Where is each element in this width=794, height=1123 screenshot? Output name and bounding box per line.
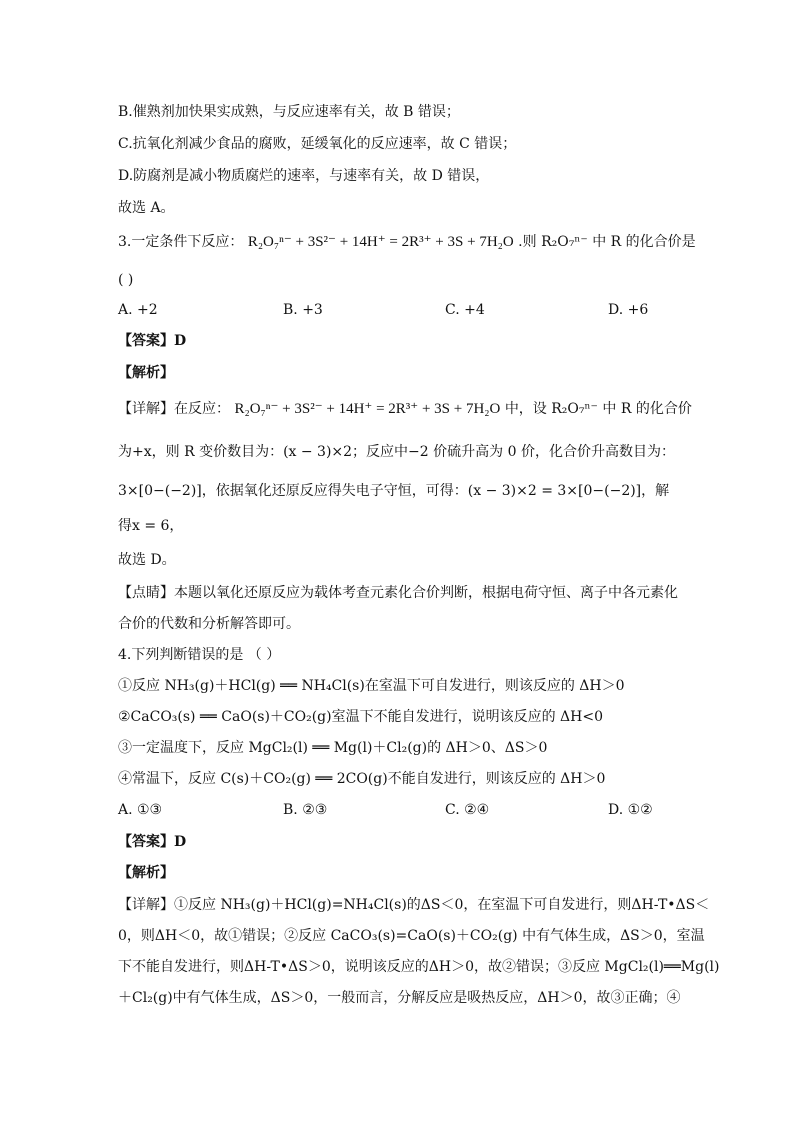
q3-analysis-label: 【解析】	[118, 365, 174, 381]
q4-detail-line-2: 0，则ΔH＜0，故①错误；②反应 CaCO₃(s)=CaO(s)＋CO₂(g) 中有气体生成，ΔS＞0，室温	[118, 928, 705, 944]
q3-detail-tail: 中，设 R₂O₇ⁿ⁻ 中 R 的化合价	[504, 401, 692, 417]
q4-analysis-label: 【解析】	[118, 865, 174, 881]
q3-option-c: C. +4	[445, 302, 485, 318]
q3-conclusion: 故选 D。	[118, 552, 176, 568]
q3-stem-lead: 3.一定条件下反应：	[118, 234, 244, 250]
q4-option-c: C. ②④	[445, 802, 490, 818]
q3-stem-equation: R₂O₇ⁿ⁻ + 3S²⁻ + 14H⁺ = 2R³⁺ + 3S + 7H₂O	[247, 234, 514, 250]
q3-answer: 【答案】D	[118, 333, 187, 349]
q4-detail-line-1: 【详解】①反应 NH₃(g)＋HCl(g)=NH₄Cl(s)的ΔS＜0，在室温下可自发进行，则ΔH-T•ΔS＜	[118, 897, 710, 913]
q3-paren: ( )	[118, 272, 134, 288]
q3-detail-line-2: 为+x，则 R 变价数目为：(x − 3)×2；反应中−2 价硫升高为 0 价，化合价升高数目为：	[118, 444, 675, 460]
q2-option-d-explanation: D.防腐剂是减小物质腐烂的速率，与速率有关，故 D 错误，	[118, 168, 490, 184]
q4-option-d: D. ①②	[608, 802, 653, 818]
q3-detail-line-3: 3×[0−(−2)]，依据氧化还原反应得失电子守恒，可得：(x − 3)×2 = 3×[0−(−2)]，解	[118, 483, 670, 499]
q3-detail-line-4: 得x = 6，	[118, 518, 184, 534]
q4-detail-line-3: 下不能自发进行，则ΔH-T•ΔS＞0，说明该反应的ΔH＞0，故②错误；③反应 MgCl₂(l)══Mg(l)	[118, 959, 720, 975]
q4-item-1: ①反应 NH₃(g)＋HCl(g) ══ NH₄Cl(s)在室温下可自发进行，则该反应的 ΔH＞0	[118, 678, 625, 694]
q3-stem-tail: .则 R₂O₇ⁿ⁻ 中 R 的化合价是	[518, 234, 696, 250]
q4-item-4: ④常温下，反应 C(s)＋CO₂(g) ══ 2CO(g)不能自发进行，则该反应的 ΔH＞0	[118, 771, 606, 787]
q4-stem: 4.下列判断错误的是 （ ）	[118, 647, 281, 663]
q4-detail-line-4: ＋Cl₂(g)中有气体生成，ΔS＞0，一般而言，分解反应是吸热反应，ΔH＞0，故③正确；④	[118, 990, 681, 1006]
q3-comment-line-1: 【点睛】本题以氧化还原反应为载体考查元素化合价判断，根据电荷守恒、离子中各元素化	[118, 585, 678, 601]
q4-answer: 【答案】D	[118, 834, 187, 850]
q4-item-3: ③一定温度下，反应 MgCl₂(l) ══ Mg(l)＋Cl₂(g)的 ΔH＞0、ΔS＞0	[118, 740, 548, 756]
q2-option-b-explanation: B.催熟剂加快果实成熟，与反应速率有关，故 B 错误；	[118, 104, 460, 120]
q3-stem	[118, 232, 696, 252]
q4-option-b: B. ②③	[283, 802, 328, 818]
q4-item-2: ②CaCO₃(s) ══ CaO(s)＋CO₂(g)室温下不能自发进行，说明该反应的 ΔH<0	[118, 709, 604, 725]
q3-option-b: B. +3	[283, 302, 323, 318]
q3-comment-line-2: 合价的代数和分析解答即可。	[118, 616, 300, 632]
q2-option-c-explanation: C.抗氧化剂减少食品的腐败，延缓氧化的反应速率，故 C 错误；	[118, 136, 517, 152]
q2-conclusion: 故选 A。	[118, 200, 175, 216]
q3-detail-lead: 【详解】在反应：	[118, 401, 230, 417]
q3-detail-line-1	[118, 399, 692, 419]
q4-option-a: A. ①③	[118, 802, 163, 818]
q3-option-d: D. +6	[608, 302, 649, 318]
q3-detail-equation: R₂O₇ⁿ⁻ + 3S²⁻ + 14H⁺ = 2R³⁺ + 3S + 7H₂O	[234, 401, 501, 417]
q3-option-a: A. +2	[118, 302, 158, 318]
